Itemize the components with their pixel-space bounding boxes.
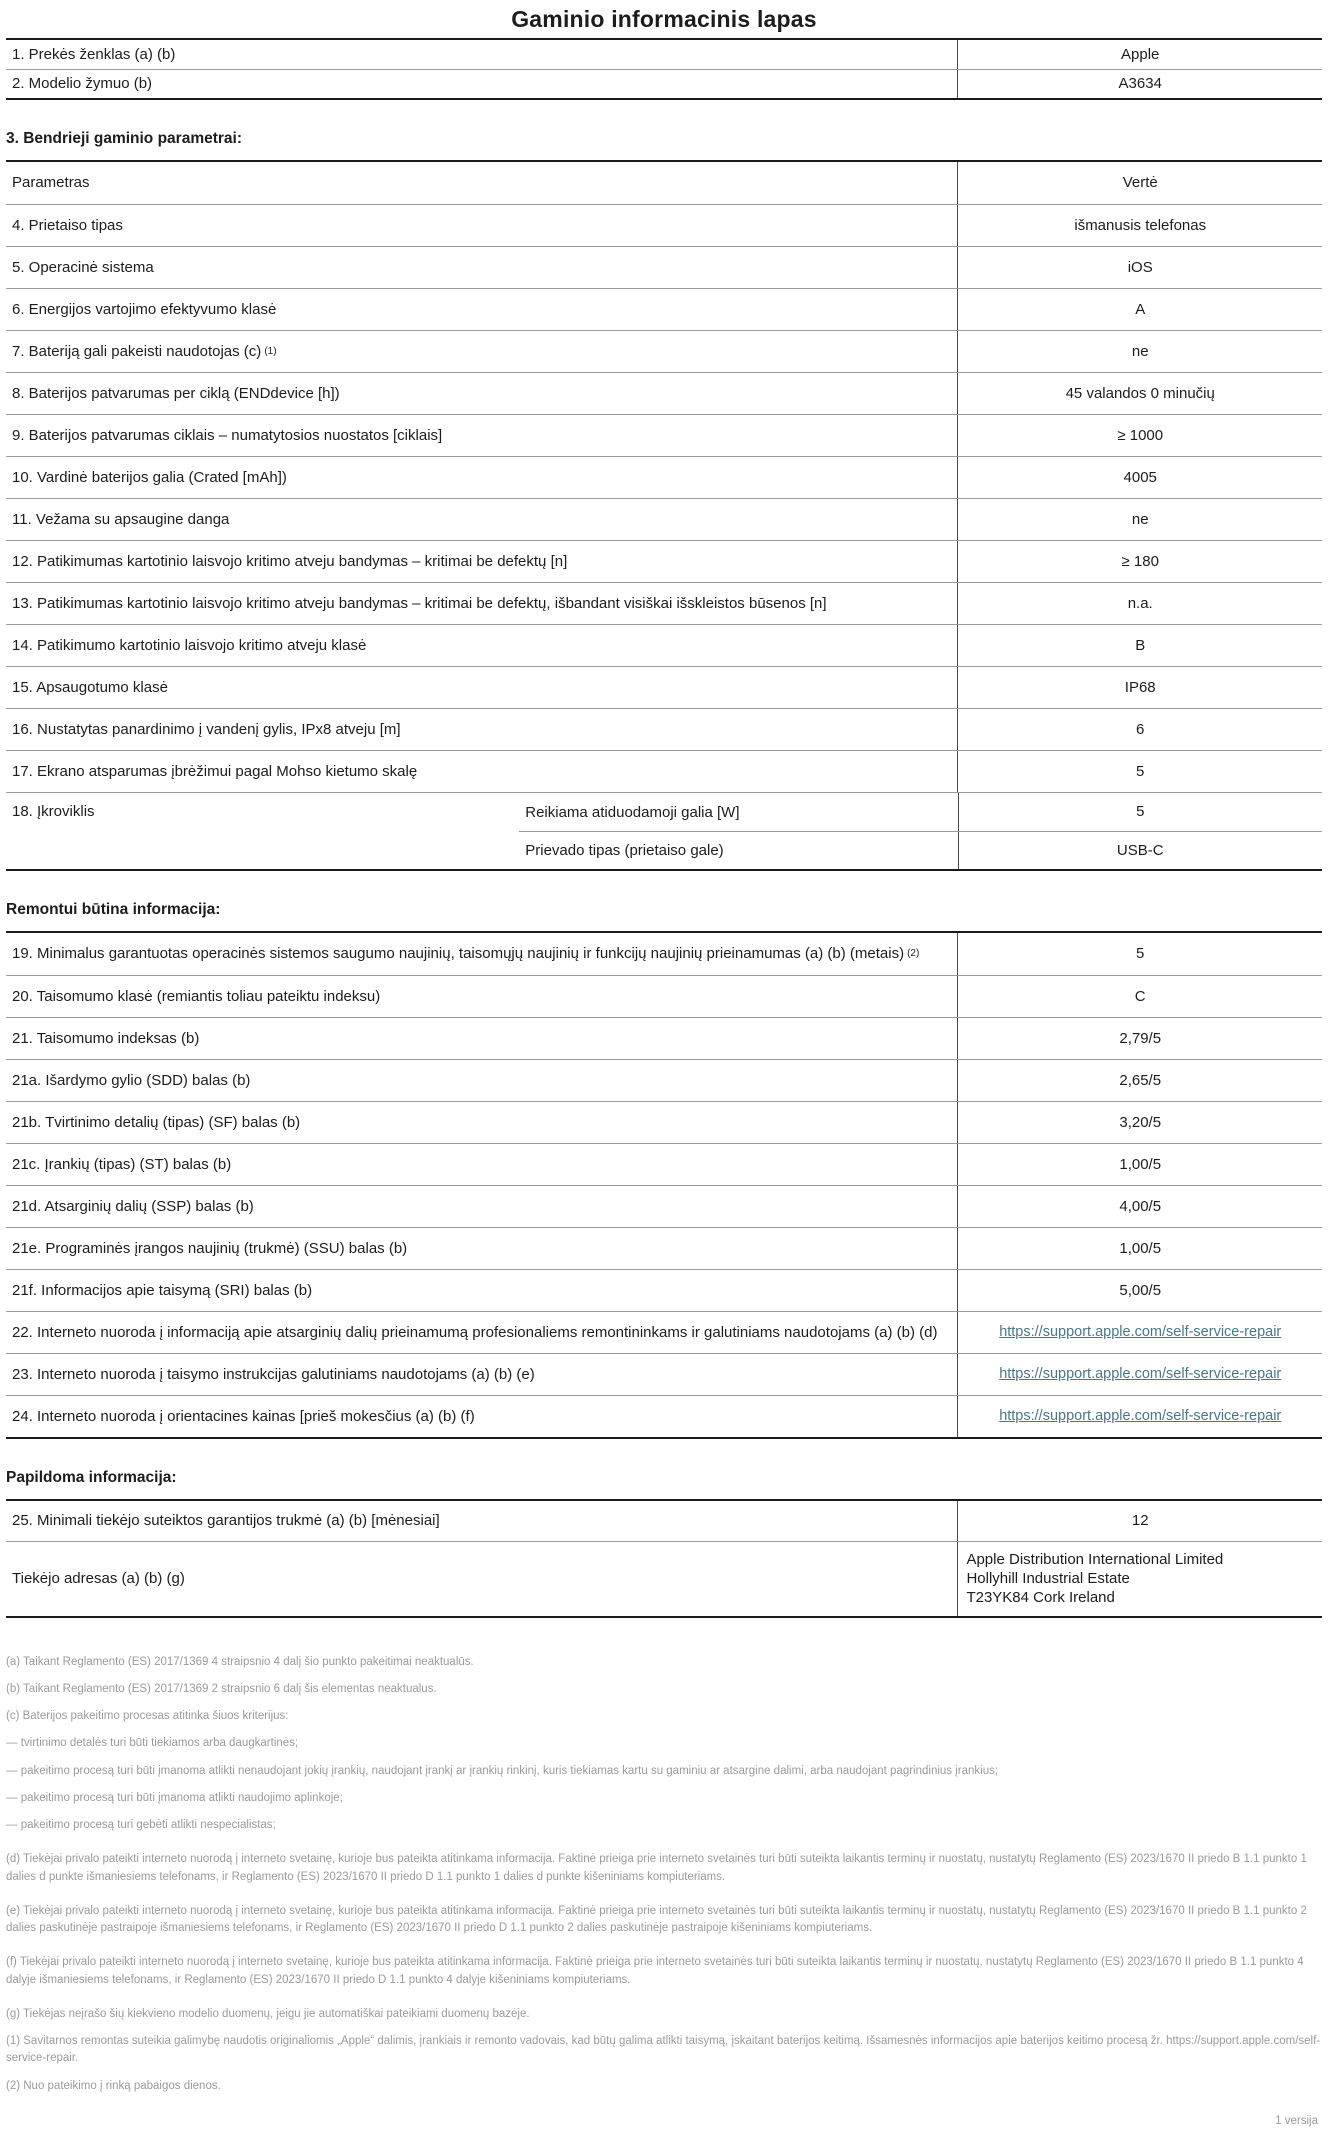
row-value: 2,79/5 (957, 1018, 1322, 1059)
column-header-parameter: Parametras (12, 174, 90, 192)
row-value: 6 (957, 709, 1322, 750)
footnote: (f) Tiekėjai privalo pateikti interneto nuorodą į interneto svetainę, kurioje bus pateikta atitinkama informacija. Faktinė prieiga prie interneto svetainės turi būti suteikta laikantis terminų ir nuostatų, nustatytų Reglamento (ES) 2023/1670 II priedo B 1.1 punkto 4 dalyje išmaniesiems telefonams, ir Reglamento (ES) 2023/1670 II priedo D 1.1 punkto 4 dalyje kišeniniams kompiuteriams. (6, 1956, 1304, 1986)
table-row (6, 1101, 1322, 1143)
table-row (6, 540, 1322, 582)
table-row (519, 793, 1322, 831)
row-value: 2,65/5 (957, 1060, 1322, 1101)
row-value: C (957, 976, 1322, 1017)
footnote-criterion: — tvirtinimo detalės turi būti tiekiamos arba daugkartinės; (6, 1737, 299, 1750)
footnote: (e) Tiekėjai privalo pateikti interneto nuorodą į interneto svetainę, kurioje bus pateikta atitinkama informacija. Faktinė prieiga prie interneto svetainės turi būti suteikta laikantis terminų ir nuostatų, nustatytų Reglamento (ES) 2023/1670 II priedo B 1.1 punkto 2 dalies paskutinėje pastraipoje išmaniesiems telefonams, ir Reglamento (ES) 2023/1670 II priedo D 1.1 punkto 2 dalies paskutinėje pastraipoje kišeniniams kompiuteriams. (6, 1904, 1307, 1935)
brand-model-table (6, 38, 1322, 100)
table-row (6, 1185, 1322, 1227)
column-header-value: Vertė (957, 162, 1322, 204)
row-value: iOS (957, 247, 1322, 288)
table-row (6, 288, 1322, 330)
table-header-row (6, 162, 1322, 204)
row-value (957, 1312, 1322, 1353)
row-label: 4. Prietaiso tipas (12, 216, 123, 234)
table-row (6, 975, 1322, 1017)
charger-subtable (519, 793, 1322, 869)
row-value: 5,00/5 (957, 1270, 1322, 1311)
row-label: 21e. Programinės įrangos naujinių (trukmė) (SSU) balas (b) (12, 1239, 408, 1257)
table-row (6, 582, 1322, 624)
row-value: 4005 (957, 457, 1322, 498)
table-row (6, 1059, 1322, 1101)
repair-instructions-link[interactable]: https://support.apple.com/self-service-repair (999, 1366, 1282, 1383)
row-label: 19. Minimalus garantuotas operacinės sistemos saugumo naujinių, taisomųjų naujinių ir funkcijų naujinių prieinamumas (a) (b) (metais) (2) (12, 945, 920, 963)
footnote: (d) Tiekėjai privalo pateikti interneto nuorodą į interneto svetainę, kurioje bus pateikta atitinkama informacija. Faktinė prieiga prie interneto svetainės turi būti suteikta laikantis terminų ir nuostatų, nustatytų Reglamento (ES) 2023/1670 II priedo B 1.1 punkto 1 dalies d punkte išmaniesiems telefonams, ir Reglamento (ES) 2023/1670 II priedo D 1.1 punkto 1 dalies d punkte kišeniniams kompiuteriams. (6, 1853, 1307, 1883)
footnote-criterion: — pakeitimo procesą turi gebėti atlikti nespecialistas; (6, 1819, 276, 1832)
table-row (6, 204, 1322, 246)
table-row (6, 708, 1322, 750)
footnote: (2) Nuo pateikimo į rinką pabaigos dienos. (6, 2079, 221, 2092)
table-row (6, 1501, 1322, 1541)
table-row (6, 414, 1322, 456)
row-label: 5. Operacinė sistema (12, 258, 154, 276)
row-label: 21d. Atsarginių dalių (SSP) balas (b) (12, 1197, 254, 1215)
row-value: 4,00/5 (957, 1186, 1322, 1227)
general-parameters-table (6, 160, 1322, 871)
supplier-address (957, 1542, 1322, 1616)
section-heading-repair: Remontui būtina informacija: (6, 901, 221, 918)
table-row (6, 69, 1322, 98)
row-label: 10. Vardinė baterijos galia (Crated [mAh]) (12, 468, 287, 486)
row-label: 1. Prekės ženklas (a) (b) (12, 45, 176, 63)
charger-row (6, 792, 1322, 869)
table-row (6, 456, 1322, 498)
row-label: Reikiama atiduodamoji galia [W] (525, 803, 740, 821)
indicative-prices-link[interactable]: https://support.apple.com/self-service-repair (999, 1408, 1282, 1425)
table-row (6, 1311, 1322, 1353)
row-label: 14. Patikimumo kartotinio laisvojo kritimo atveju klasė (12, 636, 367, 654)
row-value: 12 (957, 1501, 1322, 1541)
row-value: 5 (957, 933, 1322, 975)
table-row (6, 1227, 1322, 1269)
row-value: A (957, 289, 1322, 330)
row-value: išmanusis telefonas (957, 205, 1322, 246)
row-label: 13. Patikimumas kartotinio laisvojo kritimo atveju bandymas – kritimai be defektų, išbandant visiškai išskleistos būsenos [n] (12, 594, 827, 612)
row-value: ne (957, 499, 1322, 540)
footnote: (g) Tiekėjas neįrašo šių kiekvieno modelio duomenų, jeigu jie automatiškai pateikiami duomenų bazėje. (6, 2007, 530, 2020)
table-row (6, 624, 1322, 666)
footnote: (1) Savitarnos remontas suteikia galimybę naudotis originaliomis „Apple“ dalimis, įrankiais ir remonto vadovais, kad būtų galima atlikti taisymą, įskaitant baterijos keitimą. Išsamesnės informacijos apie baterijos keitimo procesą žr. https://support.apple.com/self-service-repair. (6, 2035, 1321, 2065)
row-label-text: 7. Bateriją gali pakeisti naudotojas (c) (12, 342, 262, 360)
row-value: B (957, 625, 1322, 666)
table-row (6, 666, 1322, 708)
supplier-address-row (6, 1541, 1322, 1616)
row-label: 17. Ekrano atsparumas įbrėžimui pagal Mohso kietumo skalę (12, 762, 418, 780)
row-value: 3,20/5 (957, 1102, 1322, 1143)
row-value (957, 1396, 1322, 1437)
row-label: 21b. Tvirtinimo detalių (tipas) (SF) balas (b) (12, 1113, 301, 1131)
row-value: ne (957, 331, 1322, 372)
table-row (6, 1353, 1322, 1395)
row-value: 5 (958, 793, 1322, 831)
row-value: 1,00/5 (957, 1228, 1322, 1269)
row-value: 5 (957, 751, 1322, 792)
footnotes-block (6, 1654, 1322, 2095)
row-label: Prievado tipas (prietaiso gale) (525, 842, 724, 859)
section-heading-additional: Papildoma informacija: (6, 1469, 177, 1486)
row-label: 12. Patikimumas kartotinio laisvojo kritimo atveju bandymas – kritimai be defektų [n] (12, 552, 568, 570)
row-label: 23. Interneto nuoroda į taisymo instrukcijas galutiniams naudotojams (a) (b) (e) (12, 1365, 535, 1383)
footnote: (c) Baterijos pakeitimo procesas atitinka šiuos kriterijus: (6, 1710, 289, 1723)
row-value: Apple (957, 40, 1322, 69)
row-label: 7. Bateriją gali pakeisti naudotojas (c) (1) (12, 342, 277, 360)
row-label: 21f. Informacijos apie taisymą (SRI) balas (b) (12, 1281, 313, 1299)
version-label: 1 versija (1275, 2114, 1318, 2127)
row-value: 45 valandos 0 minučių (957, 373, 1322, 414)
supplier-address-line: Apple Distribution International Limited (966, 1551, 1224, 1568)
row-label: Tiekėjo adresas (a) (b) (g) (12, 1570, 185, 1588)
table-row (6, 246, 1322, 288)
row-label: 9. Baterijos patvarumas ciklais – numatytosios nuostatos [ciklais] (12, 426, 443, 444)
additional-information-table (6, 1499, 1322, 1618)
footnote-criterion: — pakeitimo procesą turi būti įmanoma atlikti nenaudojant jokių įrankių, naudojant įrankį ar įrankių rinkinį, kuris tiekiamas kartu su gaminiu ar atsargine dalimi, arba naudojant pagrindinius įrankius; (6, 1764, 999, 1777)
table-row (6, 1269, 1322, 1311)
row-label: 21a. Išardymo gylio (SDD) balas (b) (12, 1071, 251, 1089)
row-label: 25. Minimali tiekėjo suteiktos garantijos trukmė (a) (b) [mėnesiai] (12, 1512, 440, 1530)
row-value: ≥ 1000 (957, 415, 1322, 456)
spare-parts-availability-link[interactable]: https://support.apple.com/self-service-repair (999, 1324, 1282, 1341)
footnote-criterion: — pakeitimo procesą turi būti įmanoma atlikti naudojimo aplinkoje; (6, 1791, 343, 1804)
row-value: ≥ 180 (957, 541, 1322, 582)
page-title: Gaminio informacinis lapas (511, 6, 817, 32)
row-label: 15. Apsaugotumo klasė (12, 678, 168, 696)
table-row (6, 933, 1322, 975)
row-label: 22. Interneto nuoroda į informaciją apie atsarginių dalių prieinamumą profesionaliems remontininkams ir galutiniams naudotojams (a) (b) (d) (12, 1323, 938, 1341)
table-row (6, 1143, 1322, 1185)
row-value: IP68 (957, 667, 1322, 708)
table-row (6, 750, 1322, 792)
supplier-address-line: T23YK84 Cork Ireland (966, 1589, 1115, 1607)
row-label: 24. Interneto nuoroda į orientacines kainas [prieš mokesčius (a) (b) (f) (12, 1407, 475, 1425)
row-value: A3634 (957, 70, 1322, 98)
section-heading-general: 3. Bendrieji gaminio parametrai: (6, 130, 243, 147)
table-row (6, 1017, 1322, 1059)
footnote: (a) Taikant Reglamento (ES) 2017/1369 4 straipsnio 4 dalį šio punkto pakeitimai neaktualūs. (6, 1655, 474, 1668)
repair-information-table (6, 931, 1322, 1439)
table-row (6, 40, 1322, 69)
row-value (957, 1354, 1322, 1395)
row-label-text: 19. Minimalus garantuotas operacinės sistemos saugumo naujinių, taisomųjų naujinių ir funkcijų naujinių prieinamumas (a) (b) (metais) (12, 945, 905, 963)
row-value: USB-C (958, 832, 1322, 869)
row-label: 18. Įkroviklis (12, 803, 95, 820)
table-row (6, 372, 1322, 414)
row-label: 2. Modelio žymuo (b) (12, 75, 153, 93)
table-row (6, 330, 1322, 372)
row-label: 21c. Įrankių (tipas) (ST) balas (b) (12, 1155, 232, 1173)
row-value: n.a. (957, 583, 1322, 624)
supplier-address-line: Hollyhill Industrial Estate (966, 1570, 1130, 1588)
row-value: 1,00/5 (957, 1144, 1322, 1185)
table-row (519, 831, 1322, 869)
row-label: 21. Taisomumo indeksas (b) (12, 1029, 200, 1047)
row-label: 8. Baterijos patvarumas per ciklą (ENDdevice [h]) (12, 384, 340, 402)
footnote: (b) Taikant Reglamento (ES) 2017/1369 2 straipsnio 6 dalį šis elementas neaktualus. (6, 1682, 437, 1695)
row-label: 20. Taisomumo klasė (remiantis toliau pateiktu indeksu) (12, 987, 381, 1005)
row-label: 11. Vežama su apsaugine danga (12, 510, 230, 528)
table-row (6, 1395, 1322, 1437)
row-label: 16. Nustatytas panardinimo į vandenį gylis, IPx8 atveju [m] (12, 720, 401, 738)
table-row (6, 498, 1322, 540)
row-label: 6. Energijos vartojimo efektyvumo klasė (12, 300, 277, 318)
